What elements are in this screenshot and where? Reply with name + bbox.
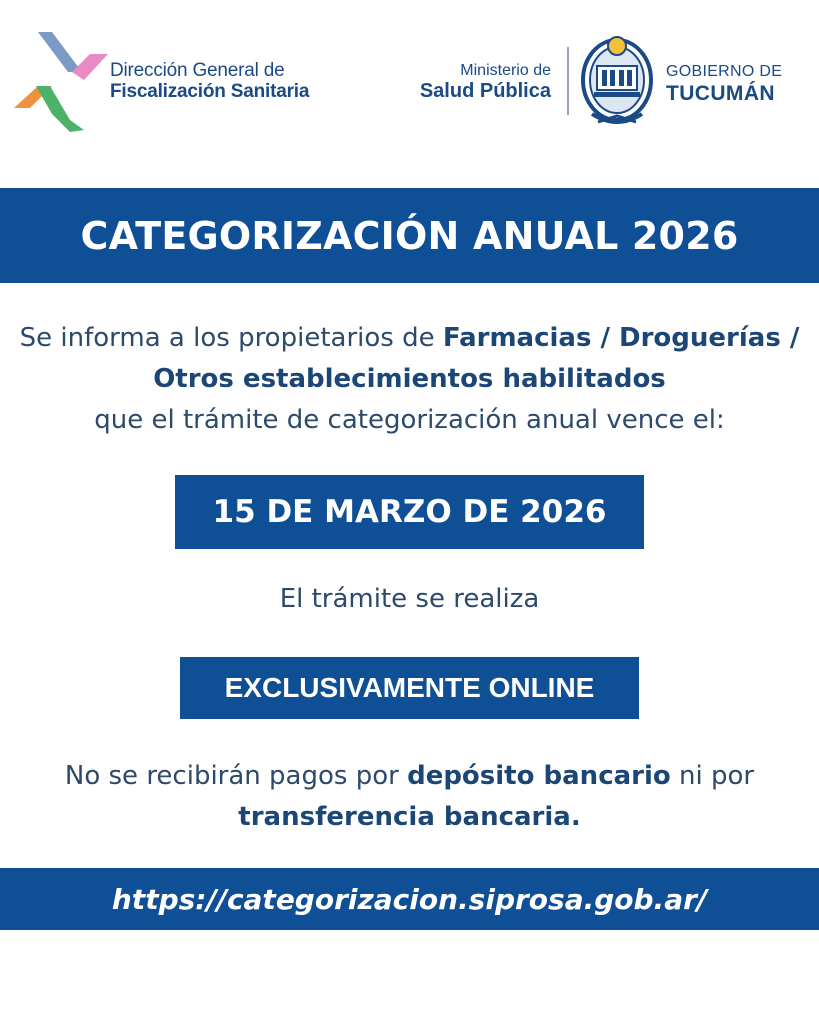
gov-line1: GOBIERNO DE: [666, 63, 783, 80]
intro-text: [0, 318, 819, 441]
title-banner: [0, 188, 819, 283]
government-name: [666, 61, 782, 105]
ministry-name: [420, 61, 551, 101]
payments-notice: [0, 756, 819, 838]
process-text: El trámite se realiza: [279, 584, 540, 614]
org-name-line1: Dirección General de: [110, 60, 285, 81]
url-banner: [0, 868, 819, 930]
header: [0, 0, 819, 150]
intro-part1: Se informa a los propietarios de: [19, 323, 443, 353]
deadline-date: 15 DE MARZO DE 2026: [212, 494, 607, 530]
tucuman-seal-icon: [580, 32, 654, 130]
payments-part2: ni por: [670, 761, 755, 791]
online-box: [180, 657, 639, 719]
deadline-box: [175, 475, 644, 549]
ministry-line1: Ministerio de: [460, 62, 551, 79]
dgfs-logo-icon: [12, 28, 112, 134]
header-divider: [567, 47, 569, 115]
payments-bank-deposit: depósito bancario: [407, 761, 671, 791]
online-label: EXCLUSIVAMENTE ONLINE: [224, 672, 595, 703]
org-name: [110, 60, 309, 102]
intro-establishments: Farmacias / Droguerías / Otros establecimientos habilitados: [153, 323, 800, 394]
website-link[interactable]: https://categorizacion.siprosa.gob.ar/: [111, 882, 708, 916]
payments-bank-transfer: transferencia bancaria.: [238, 802, 581, 832]
org-name-line2: Fiscalización Sanitaria: [110, 81, 310, 102]
gov-line2: TUCUMÁN: [666, 82, 775, 105]
ministry-line2: Salud Pública: [419, 80, 551, 102]
payments-part1: No se recibirán pagos por: [64, 761, 408, 791]
page-title: CATEGORIZACIÓN ANUAL 2026: [80, 213, 739, 258]
intro-part2: que el trámite de categorización anual vence el:: [94, 405, 725, 435]
